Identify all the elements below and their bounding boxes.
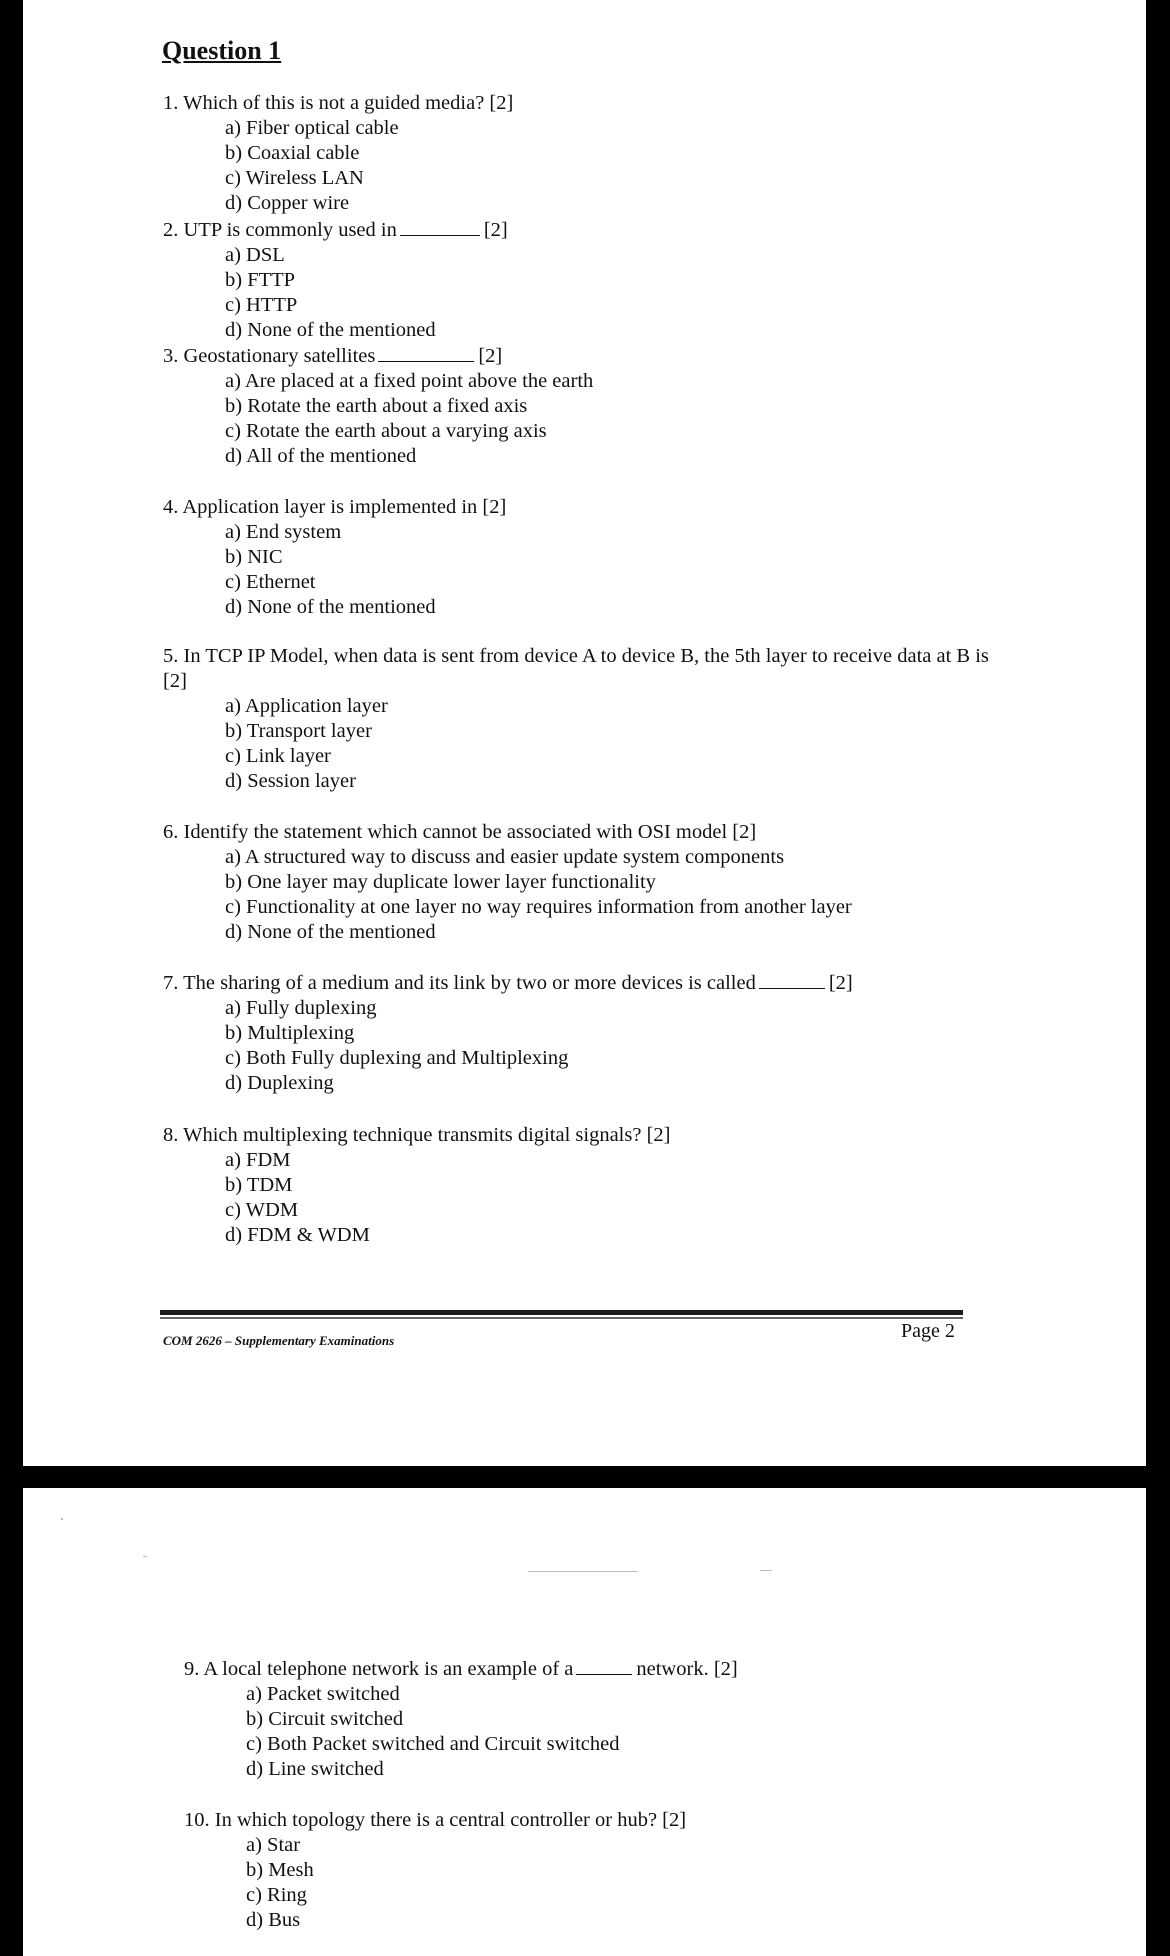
question-text-start: 9. A local telephone network is an example of a bbox=[184, 1658, 574, 1680]
option: c) Both Packet switched and Circuit switched bbox=[246, 1733, 620, 1755]
question-text bbox=[184, 1657, 1014, 1682]
question-text: 8. Which multiplexing technique transmits digital signals? [2] bbox=[163, 1124, 671, 1146]
option: b) TDM bbox=[225, 1174, 293, 1196]
option: c) Both Fully duplexing and Multiplexing bbox=[225, 1047, 569, 1069]
scan-artifact bbox=[528, 1571, 638, 1572]
question-text bbox=[163, 344, 993, 369]
option: a) End system bbox=[225, 521, 342, 543]
options-list bbox=[163, 845, 993, 945]
question-marks: [2] bbox=[483, 219, 508, 241]
question-marks: network. [2] bbox=[636, 1658, 738, 1680]
question-text bbox=[163, 971, 993, 996]
option: c) Link layer bbox=[225, 745, 331, 767]
option: c) Ethernet bbox=[225, 571, 316, 593]
question-marks: [2] bbox=[478, 345, 503, 367]
options-list bbox=[184, 1833, 1014, 1933]
question-9 bbox=[184, 1657, 1014, 1782]
option: a) FDM bbox=[225, 1149, 291, 1171]
question-3 bbox=[163, 344, 993, 469]
options-list bbox=[163, 996, 993, 1096]
option: b) NIC bbox=[225, 546, 283, 568]
option: a) Fiber optical cable bbox=[225, 117, 399, 139]
option: a) Are placed at a fixed point above the earth bbox=[225, 370, 594, 392]
question-text bbox=[163, 218, 993, 243]
question-text-start: 3. Geostationary satellites bbox=[163, 345, 376, 367]
question-text-start: 7. The sharing of a medium and its link by two or more devices is called bbox=[163, 972, 756, 994]
option: c) Wireless LAN bbox=[225, 167, 364, 189]
option: b) Rotate the earth about a fixed axis bbox=[225, 395, 528, 417]
option: d) None of the mentioned bbox=[225, 596, 436, 618]
answer-blank bbox=[378, 345, 474, 362]
options-list bbox=[163, 1148, 993, 1248]
option: b) Transport layer bbox=[225, 720, 372, 742]
question-text: 6. Identify the statement which cannot be associated with OSI model [2] bbox=[163, 821, 757, 843]
option: d) Duplexing bbox=[225, 1072, 334, 1094]
question-8 bbox=[163, 1123, 993, 1248]
question-2 bbox=[163, 218, 993, 343]
option: a) Star bbox=[246, 1834, 301, 1856]
option: c) WDM bbox=[225, 1199, 299, 1221]
footer-rule-thin bbox=[160, 1317, 963, 1319]
option: b) Circuit switched bbox=[246, 1708, 404, 1730]
question-text: 4. Application layer is implemented in [2] bbox=[163, 496, 507, 518]
footer-rule bbox=[160, 1310, 963, 1315]
question-6 bbox=[163, 820, 993, 945]
answer-blank bbox=[400, 219, 480, 236]
options-list bbox=[184, 1682, 1014, 1782]
option: d) FDM & WDM bbox=[225, 1224, 370, 1246]
question-text-start: 2. UTP is commonly used in bbox=[163, 219, 397, 241]
question-10 bbox=[184, 1808, 1014, 1933]
option: d) None of the mentioned bbox=[225, 319, 436, 341]
exam-page-1 bbox=[23, 0, 1146, 1466]
options-list bbox=[163, 116, 993, 216]
answer-blank bbox=[576, 1658, 632, 1675]
options-list bbox=[163, 243, 993, 343]
option: d) None of the mentioned bbox=[225, 921, 436, 943]
footer-course: COM 2626 – Supplementary Examinations bbox=[163, 1333, 395, 1348]
option: d) Session layer bbox=[225, 770, 356, 792]
option: a) A structured way to discuss and easier update system components bbox=[225, 846, 785, 868]
option: d) Bus bbox=[246, 1909, 301, 1931]
option: b) FTTP bbox=[225, 269, 296, 291]
option: c) Ring bbox=[246, 1884, 307, 1906]
option: a) Fully duplexing bbox=[225, 997, 377, 1019]
question-text: 1. Which of this is not a guided media? [2] bbox=[163, 92, 514, 114]
option: d) All of the mentioned bbox=[225, 445, 417, 467]
options-list bbox=[163, 369, 993, 469]
question-marks: [2] bbox=[828, 972, 853, 994]
option: c) Rotate the earth about a varying axis bbox=[225, 420, 547, 442]
exam-page-2 bbox=[23, 1488, 1146, 1956]
page-number: Page 2 bbox=[901, 1320, 955, 1342]
options-list bbox=[163, 694, 993, 794]
scan-artifact bbox=[760, 1570, 772, 1571]
option: a) Application layer bbox=[225, 695, 388, 717]
option: d) Copper wire bbox=[225, 192, 350, 214]
question-4 bbox=[163, 495, 993, 620]
option: d) Line switched bbox=[246, 1758, 384, 1780]
scan-artifact bbox=[143, 1556, 147, 1557]
section-title: Question 1 bbox=[162, 36, 282, 65]
options-list bbox=[163, 520, 993, 620]
option: b) Mesh bbox=[246, 1859, 314, 1881]
question-5 bbox=[163, 644, 993, 794]
option: c) HTTP bbox=[225, 294, 298, 316]
option: b) One layer may duplicate lower layer functionality bbox=[225, 871, 656, 893]
option: b) Multiplexing bbox=[225, 1022, 355, 1044]
question-1 bbox=[163, 91, 993, 216]
option: c) Functionality at one layer no way requires information from another layer bbox=[225, 896, 852, 918]
option: a) Packet switched bbox=[246, 1683, 400, 1705]
question-text: 10. In which topology there is a central controller or hub? [2] bbox=[184, 1809, 687, 1831]
option: b) Coaxial cable bbox=[225, 142, 360, 164]
question-7 bbox=[163, 971, 993, 1096]
option: a) DSL bbox=[225, 244, 285, 266]
question-text: 5. In TCP IP Model, when data is sent from device A to device B, the 5th layer to receive data at B is [2] bbox=[163, 645, 989, 692]
answer-blank bbox=[759, 972, 825, 989]
scan-artifact bbox=[61, 1518, 63, 1520]
